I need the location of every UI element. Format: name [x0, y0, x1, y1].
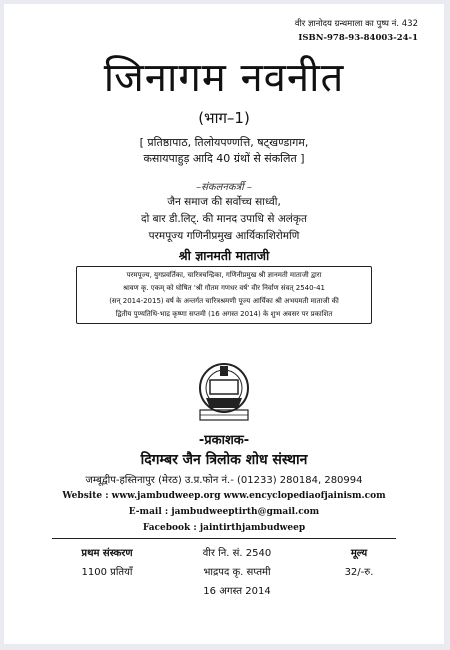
- isbn: ISBN-978-93-84003-24-1: [298, 33, 418, 43]
- edition-label: प्रथम संस्करण: [81, 548, 133, 559]
- publisher-label: -प्रकाशक-: [198, 433, 250, 448]
- edition-column: [52, 544, 162, 582]
- publisher-name: दिगम्बर जैन त्रिलोक शोध संस्थान: [140, 452, 308, 468]
- publisher-emblem-icon: [196, 358, 252, 426]
- email-link[interactable]: E-mail : jambudweeptirth@gmail.com: [128, 507, 320, 517]
- compiler-role: –संकलनकर्त्री –: [196, 182, 252, 193]
- date-column: [162, 544, 312, 601]
- tithi: भाद्रपद कृ. सप्तमी: [203, 567, 271, 578]
- compiler-bio-line: परमपूज्य गणिनीप्रमुख आर्यिकाशिरोमणि: [148, 230, 300, 242]
- publisher-address: जम्बूद्वीप-हस्तिनापुर (मेरठ) उ.प्र.फोन नं.- (01233) 280184, 280994: [85, 475, 363, 486]
- compiler-name: श्री ज्ञानमती माताजी: [178, 248, 270, 263]
- notice-line: परमपूज्य, युगप्रवर्तिका, चारित्रचन्द्रिका, गणिनीप्रमुख श्री ज्ञानमती माताजी द्वारा: [126, 271, 322, 279]
- copies-count: 1100 प्रतियाँ: [81, 567, 133, 578]
- description-line: कसायपाहुड़ आदि 40 ग्रंथों से संकलित ]: [143, 152, 305, 165]
- divider: [52, 538, 396, 539]
- vir-samvat: वीर नि. सं. 2540: [202, 548, 272, 559]
- edition-footer: [52, 544, 396, 624]
- website-link[interactable]: Website : www.jambudweep.org www.encyclopediaofjainism.com: [62, 491, 386, 501]
- description-line: [ प्रतिष्ठापाठ, तिलोयपण्णत्ति, षट्खण्डागम,: [139, 136, 309, 149]
- facebook-link[interactable]: Facebook : jaintirthjambudweep: [142, 523, 306, 533]
- notice-line: श्रावण कृ. एकम् को घोषित 'श्री गौतम गणधर वर्ष' वीर निर्वाण संवत् 2540-41: [123, 284, 325, 292]
- dedication-notice-box: [76, 266, 372, 324]
- price-label: मूल्य: [350, 548, 368, 559]
- publication-date: 16 अगस्त 2014: [203, 586, 271, 597]
- notice-line: द्वितीय पुण्यतिथि-भाद्र कृष्णा सप्तमी (16 अगस्त 2014) के शुभ अवसर पर प्रकाशित: [115, 310, 333, 318]
- volume-part: (भाग–1): [198, 109, 250, 127]
- book-title-page: [4, 4, 444, 644]
- compiler-bio-line: जैन समाज की सर्वोच्च साध्वी,: [167, 196, 281, 208]
- notice-line: (सन् 2014-2015) वर्ष के अन्तर्गत चारित्रश्रमणी पूज्य आर्यिका श्री अभयमती माताजी की: [109, 297, 339, 305]
- price-column: [322, 544, 396, 582]
- book-title: जिनागम नवनीत: [103, 55, 345, 101]
- price-value: 32/-रु.: [344, 567, 374, 578]
- series-number: वीर ज्ञानोदय ग्रन्थमाला का पुष्प नं. 432: [294, 19, 418, 29]
- compiler-bio-line: दो बार डी.लिट्. की मानद उपाधि से अलंकृत: [141, 213, 307, 225]
